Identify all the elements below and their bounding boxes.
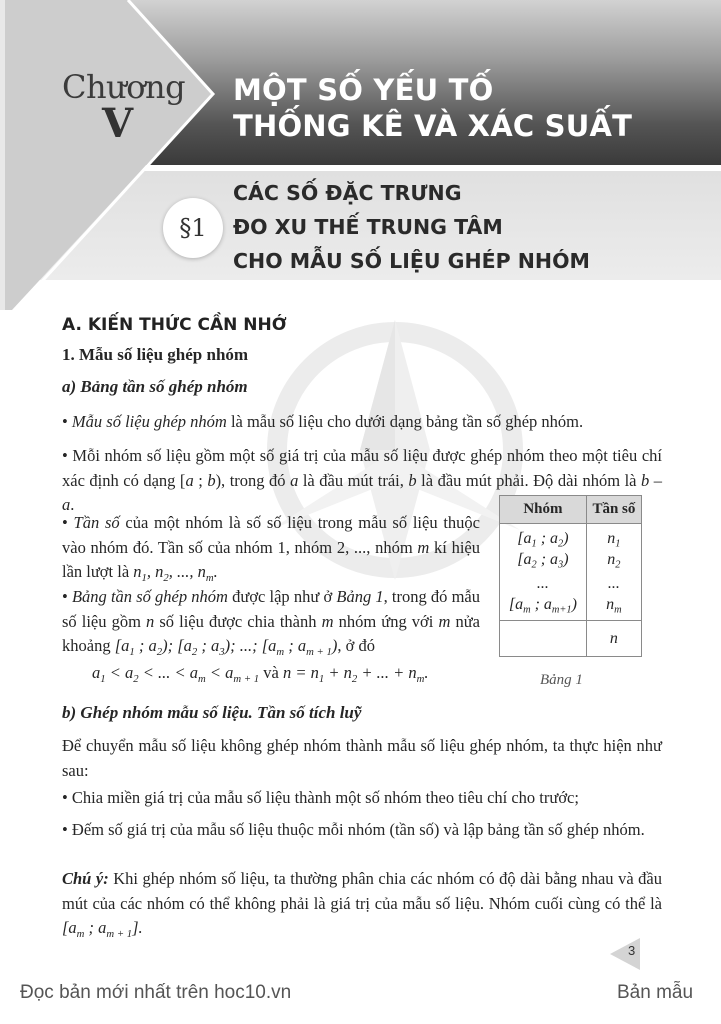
note-paragraph: [62, 867, 662, 941]
paragraph-definition: [62, 410, 662, 435]
math-a: a: [185, 470, 194, 490]
math-m: m: [438, 611, 451, 631]
paragraph-text: của một nhóm là số số liệu trong mẫu số liệu thuộc vào nhóm đó. Tần số của nhóm 1, nhóm 2, ..., nhóm: [62, 513, 480, 557]
paragraph-frequency-table: [62, 585, 480, 659]
math-m: m: [321, 611, 334, 631]
heading-grouping: b) Ghép nhóm mẫu số liệu. Tần số tích luỹ: [62, 703, 362, 722]
paragraph-text: số liệu được chia thành: [154, 611, 322, 631]
paragraph-grouping-intro: Để chuyển mẫu số liệu không ghép nhóm thành mẫu số liệu ghép nhóm, ta thực hiện như sau:: [62, 736, 662, 780]
math-a: a: [290, 470, 299, 490]
paragraph-text: Đếm số giá trị của mẫu số liệu thuộc mỗi nhóm (tần số) và lập bảng tần số ghép nhóm.: [71, 820, 645, 839]
chapter-title: [233, 72, 632, 144]
math-last-group: [$a_m$ ; $a_{m + 1}$].: [62, 918, 143, 940]
term-grouped-sample: Mẫu số liệu ghép nhóm: [71, 412, 227, 431]
table-row: [500, 524, 642, 549]
paragraph-text: ;: [193, 470, 208, 490]
formula-connector: và: [259, 663, 283, 682]
footer-sample-label: Bản mẫu: [617, 982, 694, 1003]
math-intervals: [$a_1$ ; $a_2$); [$a_2$ ; $a_3$); ...; [$a_m$ ; $a_{m + 1}$): [114, 636, 338, 658]
table-cell-group: [$a_m$ ; $a_{m+1}$): [500, 596, 587, 621]
table-row: [500, 572, 642, 596]
paragraph-text: Khi ghép nhóm số liệu, ta thường phân chia các nhóm có độ dài bằng nhau và đầu mút của các nhóm có thể không phải là giá trị của mẫu số liệu. Nhóm cuối cùng có thể là: [62, 869, 662, 913]
heading-grouped-data: 1. Mẫu số liệu ghép nhóm: [62, 345, 249, 364]
table-reference: Bảng 1: [336, 587, 384, 606]
paragraph-text: .: [70, 495, 75, 514]
math-b: b: [207, 470, 216, 490]
chapter-title-line-1: MỘT SỐ YẾU TỐ: [233, 73, 494, 107]
footer-source-link[interactable]: Đọc bản mới nhất trên hoc10.vn: [20, 982, 292, 1003]
section-title: [233, 176, 590, 278]
table-cell-total: n: [586, 621, 641, 657]
table-cell-frequency: $n_m$: [586, 596, 641, 621]
table-cell-empty: [500, 621, 587, 657]
table-cell-group: [$a_1$ ; $a_2$): [500, 524, 587, 549]
chapter-number: V: [102, 100, 134, 147]
paragraph-text: là mẫu số liệu cho dưới dạng bảng tần số ghép nhóm.: [226, 412, 584, 431]
term-frequency: Tần số: [73, 513, 120, 532]
section-title-line-3: CHO MẪU SỐ LIỆU GHÉP NHÓM: [233, 249, 590, 273]
math-n: n: [146, 611, 155, 631]
paragraph-text: nhóm ứng với: [333, 611, 439, 631]
math-group-length: b – a: [62, 470, 663, 514]
table-caption: Bảng 1: [540, 672, 583, 688]
note-label: Chú ý:: [62, 869, 109, 888]
paragraph-text: là đầu mút trái,: [298, 470, 409, 490]
section-title-line-2: ĐO XU THẾ TRUNG TÂM: [233, 215, 503, 239]
paragraph-text: , ở đó: [337, 636, 375, 655]
table-header-group: Nhóm: [500, 496, 587, 524]
table-row-total: [500, 621, 642, 657]
heading-knowledge: A. KIẾN THỨC CẦN NHỚ: [62, 315, 287, 335]
heading-frequency-table: a) Bảng tần số ghép nhóm: [62, 377, 248, 396]
page-number-tab-icon: [610, 938, 640, 970]
paragraph-text: , trong đó mẫu số liệu gồm: [62, 587, 480, 631]
paragraph-text: ), trong đó: [215, 470, 291, 490]
paragraph-text: Chia miền giá trị của mẫu số liệu thành một số nhóm theo tiêu chí cho trước;: [71, 788, 579, 807]
paragraph-text: là đầu mút phải. Độ dài nhóm là: [416, 470, 642, 490]
chapter-header: [0, 0, 721, 310]
table-cell-frequency: $n_1$: [586, 524, 641, 549]
frequency-table: [499, 495, 642, 657]
paragraph-text: được lập như ở: [227, 587, 337, 606]
math-frequency-list: $n_1$, $n_2$, ..., $n_m$.: [133, 562, 218, 584]
chapter-label: Chương: [62, 68, 186, 106]
formula-ordering: [92, 663, 428, 683]
paragraph-frequency: [62, 511, 480, 585]
term-frequency-table: Bảng tần số ghép nhóm: [71, 587, 228, 606]
section-badge: §1: [163, 198, 223, 258]
table-cell-frequency: $n_2$: [586, 548, 641, 572]
table-cell-frequency: ...: [586, 572, 641, 596]
table-cell-group: ...: [500, 572, 587, 596]
paragraph-text: kí hiệu lần lượt là: [62, 537, 480, 581]
table-row: [500, 596, 642, 621]
table-header-frequency: Tần số: [586, 496, 641, 524]
paragraph-text: Mỗi nhóm số liệu gồm một số giá trị của mẫu số liệu được ghép nhóm theo một tiêu chí xác định có dạng [: [62, 446, 663, 490]
table-row: [500, 548, 642, 572]
chapter-title-line-2: THỐNG KÊ VÀ XÁC SUẤT: [233, 109, 633, 143]
section-title-line-1: CÁC SỐ ĐẶC TRƯNG: [233, 181, 462, 205]
bullet-count-values: [62, 818, 662, 843]
page-number: 3: [628, 943, 636, 958]
math-inequality: $a_1 < a_2$ < ... < $a_m < a_{m + 1}$: [92, 663, 260, 685]
table-cell-group: [$a_2$ ; $a_3$): [500, 548, 587, 572]
paragraph-text: nửa khoảng: [62, 611, 480, 655]
math-sum: $n = n_1 + n_2$ + ... + $n_m$.: [282, 663, 429, 685]
math-m: m: [417, 537, 430, 557]
bullet-divide-range: [62, 786, 662, 811]
math-b: b: [408, 470, 417, 490]
